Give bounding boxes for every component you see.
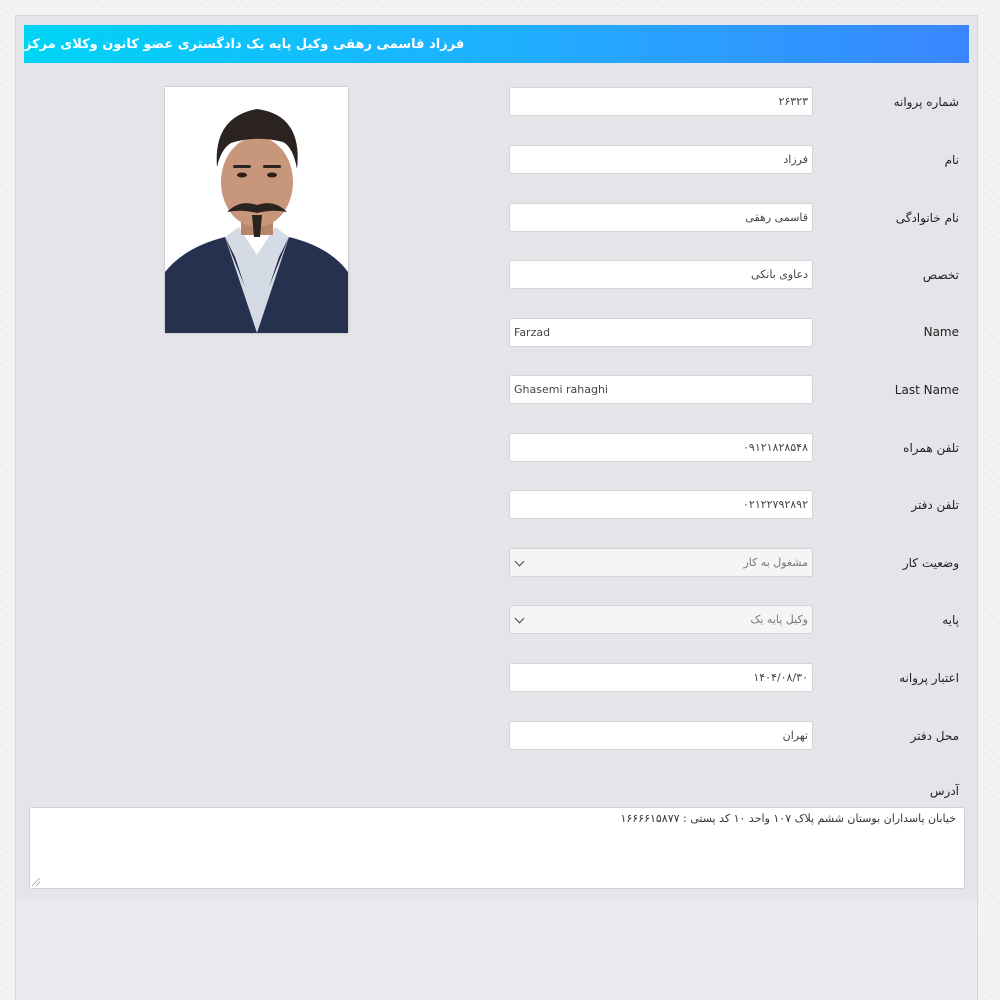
office-location-label: محل دفتر: [910, 729, 959, 743]
profile-header: [24, 25, 969, 63]
work-status-value: مشغول به کار: [743, 556, 808, 569]
address-label: آدرس: [929, 784, 959, 798]
chevron-down-icon: [515, 614, 525, 624]
name-en-field[interactable]: Farzad: [509, 318, 813, 347]
first-name-field[interactable]: فرزاد: [509, 145, 813, 174]
license-number-field[interactable]: ۲۶۳۲۳: [509, 87, 813, 116]
last-name-label: نام خانوادگی: [895, 211, 959, 225]
last-name-field[interactable]: قاسمی رهقی: [509, 203, 813, 232]
last-name-en-field[interactable]: Ghasemi rahaghi: [509, 375, 813, 404]
card-footer-area: [16, 900, 977, 1000]
lawyer-photo: [165, 87, 348, 333]
profile-title: فرزاد قاسمی رهقی وکیل پایه یک دادگستری عضو کانون وکلای مرکز: [24, 36, 465, 52]
work-status-label: وضعیت کار: [902, 556, 959, 570]
license-validity-label: اعتبار پروانه: [899, 671, 959, 685]
address-textarea[interactable]: [29, 807, 965, 889]
office-phone-field[interactable]: ۰۲۱۲۲۷۹۲۸۹۲: [509, 490, 813, 519]
specialty-label: تخصص: [922, 268, 959, 282]
address-text: خیابان پاسداران بوستان ششم پلاک ۱۰۷ واحد ۱۰ کد پستی : ۱۶۶۶۶۱۵۸۷۷: [620, 812, 956, 825]
work-status-select[interactable]: [509, 548, 813, 577]
office-location-field[interactable]: تهران: [509, 721, 813, 750]
mobile-label: تلفن همراه: [903, 441, 959, 455]
office-phone-label: تلفن دفتر: [911, 498, 959, 512]
grade-value: وکیل پایه یک: [750, 613, 808, 626]
name-en-label: Name: [923, 325, 959, 339]
license-number-label: شماره پروانه: [893, 95, 959, 109]
lawyer-profile-card: [15, 15, 978, 1000]
mobile-field[interactable]: ۰۹۱۲۱۸۲۸۵۴۸: [509, 433, 813, 462]
grade-label: پایه: [942, 613, 959, 627]
chevron-down-icon: [515, 557, 525, 567]
grade-select[interactable]: [509, 605, 813, 634]
license-validity-field[interactable]: ۱۴۰۴/۰۸/۳۰: [509, 663, 813, 692]
specialty-field[interactable]: دعاوی بانکی: [509, 260, 813, 289]
last-name-en-label: Last Name: [894, 383, 959, 397]
first-name-label: نام: [944, 153, 959, 167]
resize-handle-icon[interactable]: [32, 878, 40, 886]
